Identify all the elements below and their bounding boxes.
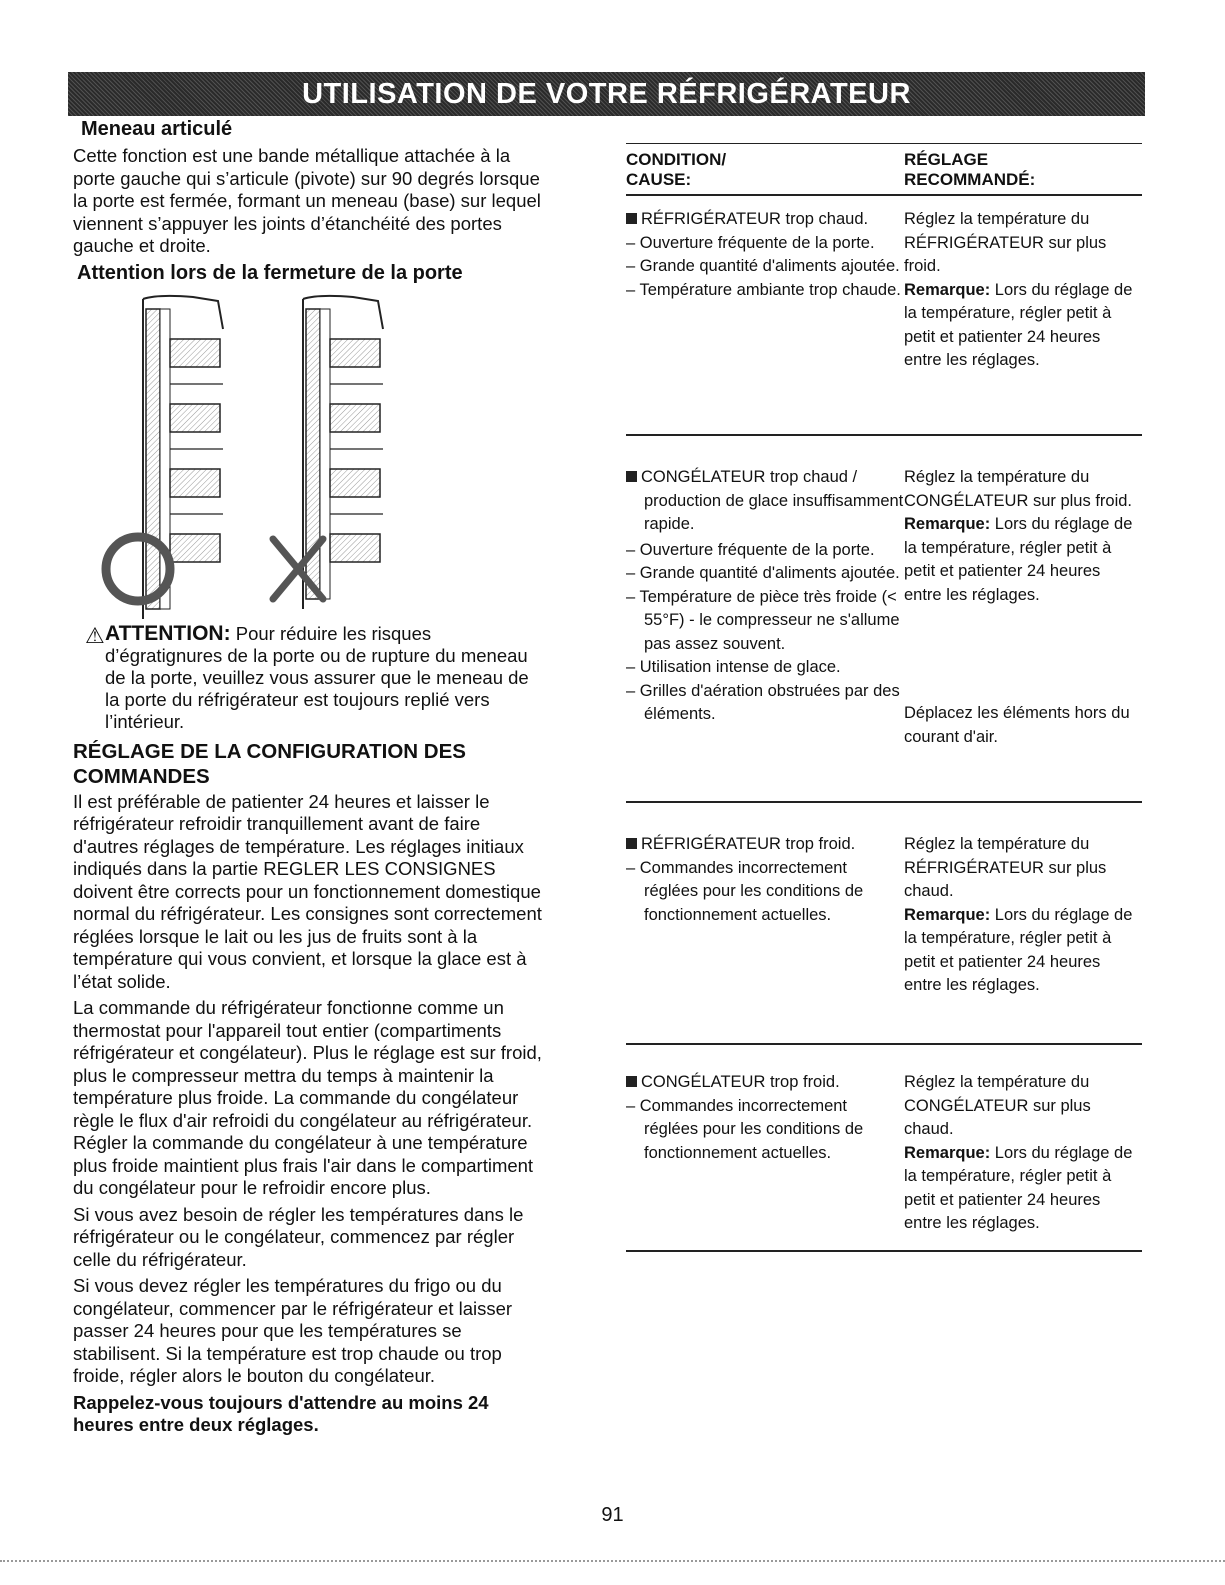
warning-icon: ⚠ [85, 622, 105, 648]
page-number: 91 [601, 1504, 624, 1526]
attention-text2: d’égratignures de la porte ou de rupture du meneau de la porte, veuillez vous assurer que le meneau de la porte du réfrigérateur est toujours replié vers l’intérieur. [105, 644, 529, 732]
attention-text1: Pour réduire les risques [235, 622, 432, 644]
table-row [626, 803, 1142, 1045]
bullet-square-icon [626, 1076, 637, 1087]
condition-title [626, 1071, 904, 1095]
paragraph-4: Si vous devez régler les températures du frigo ou du congélateur, commencer par le réfrigérateur et laisser passer 24 heures pour que les températures se stabilisent. Si la température est trop chaude ou trop froide, régler alors le bouton du congélateur. [73, 1275, 513, 1386]
bullet-square-icon [626, 213, 637, 224]
paragraph-1: Il est préférable de patienter 24 heures et laisser le réfrigérateur refroidir tranquillement avant de faire d'autres réglages de température. Les réglages initiaux indiqués dans la partie REGLER LES CONSIGNES doivent être corrects pour un fonctionnement domestique normal du réfrigérateur. Les consignes sont correctement réglées lorsque le lait ou les jus de fruits sont à la température qui vous convient, et lorsque la glace est à l’état solide. [73, 790, 542, 992]
cause-item: – Commandes incorrectement réglées pour les conditions de fonctionnement actuelles. [626, 1096, 864, 1162]
cause-item: – Ouverture fréquente de la porte. [626, 233, 875, 252]
header-reglage-line2: RECOMMANDÉ: [904, 170, 1036, 189]
note-label: Remarque: [904, 1143, 991, 1162]
note-label: Remarque: [904, 905, 991, 924]
wrong-door-drawing [273, 295, 383, 608]
recommendation-cell [904, 466, 1142, 801]
cause-item: – Utilisation intense de glace. [626, 658, 841, 676]
door-mullion-illustration [98, 289, 458, 619]
note-text: Lors du réglage de la température, régler petit à petit et patienter 24 heures entre les réglages. [904, 905, 1133, 994]
recommendation-cell [904, 1071, 1142, 1250]
note [904, 513, 1142, 607]
meneau-title: Meneau articulé [81, 118, 233, 140]
note-text: Lors du réglage de la température, régler petit à petit et patienter 24 heures entre les réglages. [904, 1143, 1133, 1232]
door-mullion-figure [98, 289, 458, 619]
table-header [626, 143, 1142, 196]
attention-door-title: Attention lors de la fermeture de la porte [77, 261, 463, 284]
bullet-square-icon [626, 471, 637, 482]
closing-reminder: Rappelez-vous toujours d'attendre au moins 24 heures entre deux réglages. [73, 1391, 489, 1435]
note [904, 904, 1142, 998]
cause-item: – Température de pièce très froide (< 55°F) - le compresseur ne s'allume pas assez souvent. [626, 587, 900, 653]
condition-text: CONGÉLATEUR trop chaud / production de glace insuffisamment rapide. [641, 468, 904, 533]
table-row [626, 1045, 1142, 1252]
note-label: Remarque: [904, 280, 991, 299]
bullet-square-icon [626, 838, 637, 849]
header-condition-line2: CAUSE: [626, 170, 692, 189]
page-banner [68, 72, 1145, 116]
condition-title [626, 466, 904, 537]
cause-item: – Grande quantité d'aliments ajoutée. [626, 564, 900, 582]
recommendation-cell [904, 208, 1142, 434]
section-title: RÉGLAGE DE LA CONFIGURATION DES COMMANDES [73, 739, 466, 788]
condition-text: RÉFRIGÉRATEUR trop chaud. [641, 210, 869, 228]
recommendation-text: Réglez la température du RÉFRIGÉRATEUR sur plus chaud. [904, 835, 1107, 900]
recommendation-text: Réglez la température du RÉFRIGÉRATEUR sur plus froid. [904, 210, 1107, 275]
correct-door-drawing [106, 295, 223, 618]
note-text: Lors du réglage de la température, régler petit à petit et patienter 24 heures entre les réglages. [904, 280, 1133, 369]
attention-warning [73, 623, 543, 733]
condition-title [626, 833, 904, 857]
paragraph-3: Si vous avez besoin de régler les températures dans le réfrigérateur ou le congélateur, commencez par régler celle du réfrigérateur. [73, 1203, 524, 1270]
cause-item: – Température ambiante trop chaude. [626, 280, 901, 299]
troubleshooting-table [626, 143, 1142, 1252]
left-column [73, 118, 543, 1437]
note [904, 279, 1142, 373]
condition-cell [626, 1071, 904, 1250]
condition-text: RÉFRIGÉRATEUR trop froid. [641, 835, 856, 853]
condition-text: CONGÉLATEUR trop froid. [641, 1073, 840, 1091]
header-reglage-line1: RÉGLAGE [904, 150, 989, 169]
paragraph-2: La commande du réfrigérateur fonctionne comme un thermostat pour l'appareil tout entier (compartiments réfrigérateur et congélateur). Plus le réglage est sur froid, plus le compresseur mettra du temps à maintenir la température plus froide. La commande du congélateur règle le flux d'air refroidi du congélateur au réfrigérateur. Régler la commande du congélateur à une température plus froide maintient plus frais l'air dans le compartiment du congélateur pour le refroidir encore plus. [73, 997, 542, 1198]
cause-item: – Grilles d'aération obstruées par des éléments. [626, 681, 900, 723]
table-row [626, 436, 1142, 803]
condition-cell [626, 466, 904, 801]
footer-dotted-line [0, 1560, 1225, 1562]
condition-title [626, 208, 904, 232]
cause-item: – Grande quantité d'aliments ajoutée. [626, 257, 900, 275]
cause-item: – Commandes incorrectement réglées pour les conditions de fonctionnement actuelles. [626, 858, 864, 924]
recommendation-cell [904, 833, 1142, 1043]
cause-item: – Ouverture fréquente de la porte. [626, 540, 875, 559]
note-label: Remarque: [904, 515, 991, 533]
condition-cell [626, 833, 904, 1043]
banner-title: UTILISATION DE VOTRE RÉFRIGÉRATEUR [302, 77, 911, 110]
note-text: Lors du réglage de la température, régler petit à petit et patienter 24 heures entre les réglages. [904, 515, 1133, 604]
header-reglage [904, 150, 1142, 190]
table-row [626, 196, 1142, 436]
header-condition-line1: CONDITION/ [626, 150, 727, 169]
attention-label: ATTENTION: [105, 621, 231, 645]
header-condition [626, 150, 904, 190]
recommendation-text: Réglez la température du CONGÉLATEUR sur plus froid. [904, 468, 1133, 510]
meneau-text: Cette fonction est une bande métallique attachée à la porte gauche qui s’articule (pivote) sur 90 degrés lorsque la porte est fermée, formant un meneau (base) sur lequel viennent s’appuyer les joints d’étanchéité des portes gauche et droite. [73, 145, 541, 256]
condition-cell [626, 208, 904, 434]
extra-recommendation: Déplacez les éléments hors du courant d'air. [904, 704, 1130, 746]
note [904, 1142, 1142, 1236]
recommendation-text: Réglez la température du CONGÉLATEUR sur plus chaud. [904, 1073, 1091, 1138]
